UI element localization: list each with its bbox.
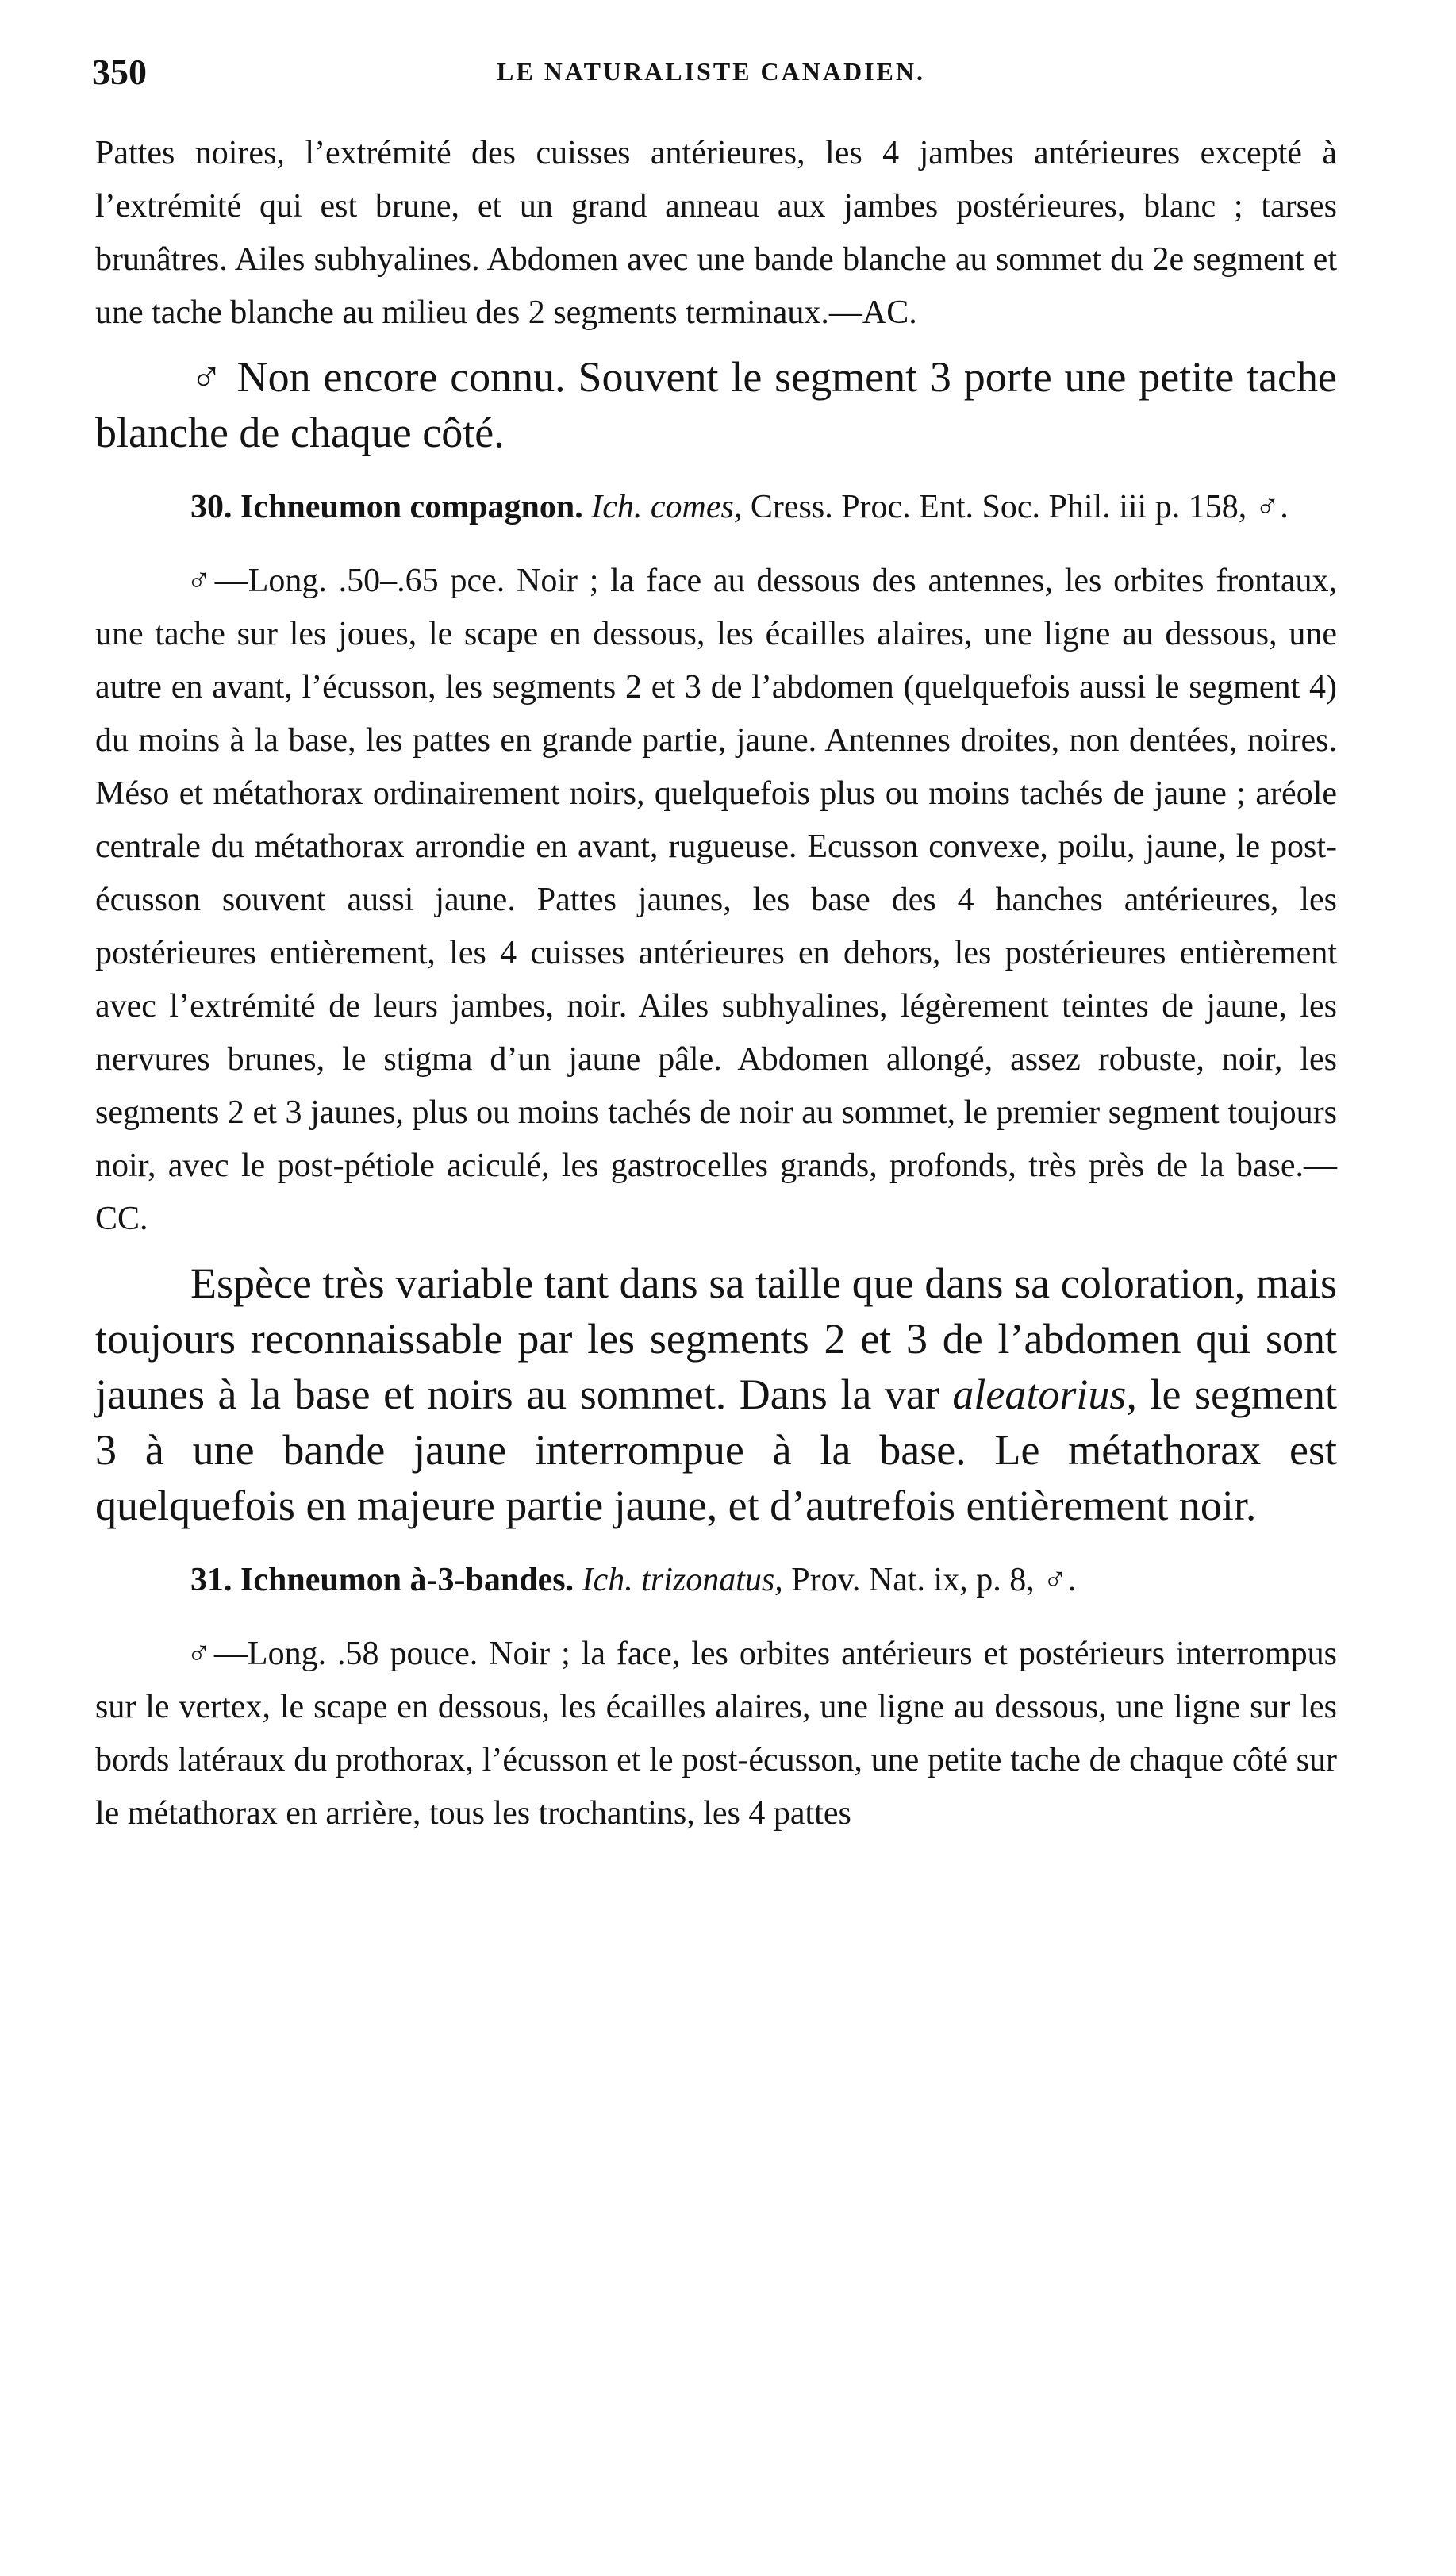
variability-text-end: le segment 3 à une bande jaune interrompue à la base. Le métathorax est quelquefois en majeure partie jaune, et d’autrefois entièrement noir.	[95, 1371, 1337, 1529]
species-scientific-name: Ich. comes,	[591, 489, 743, 525]
paragraph-legs-description: Pattes noires, l’extrémité des cuisses antérieures, les 4 jambes antérieures excepté à l’extrémité qui est brune, et un grand anneau aux jambes postérieures, blanc ; tarses brunâtres. Ailes subhyalines. Abdomen avec une bande blanche au sommet du 2e segment et une tache blanche au milieu des 2 segments terminaux.—AC.	[95, 135, 1337, 331]
running-head: LE NATURALISTE CANADIEN.	[497, 57, 925, 86]
variability-text-start: Espèce très variable tant dans sa taille que dans sa coloration, mais toujours reconnaissable par les segments 2 et 3 de l’abdomen qui sont jaunes à la base et noirs au sommet. Dans la var	[95, 1259, 1337, 1418]
paragraph-male-note: ♂ Non encore connu. Souvent le segment 3 porte une petite tache blanche de chaque côté.	[95, 353, 1337, 456]
species-scientific-name: Ich. trizonatus,	[582, 1562, 783, 1598]
page-number: 350	[92, 52, 147, 92]
species-heading-31	[95, 1554, 1337, 1607]
paragraph-trizonatus-description: ♂—Long. .58 pouce. Noir ; la face, les orbites antérieurs et postérieurs interrompus sur le vertex, le scape en dessous, les écailles alaires, une ligne au dessous, une ligne sur les bords latéraux du prothorax, l’écusson et le post-écusson, une petite tache de chaque côté sur le métathorax en arrière, tous les trochantins, les 4 pattes	[95, 1636, 1337, 1832]
species-heading-30	[95, 481, 1337, 534]
page-header	[92, 51, 1330, 98]
page-body	[95, 127, 1337, 1840]
species-reference: Prov. Nat. ix, p. 8, ♂.	[791, 1562, 1077, 1598]
species-number: 31.	[190, 1562, 232, 1598]
paragraph-comes-description: ♂—Long. .50–.65 pce. Noir ; la face au dessous des antennes, les orbites frontaux, une tache sur les joues, le scape en dessous, les écailles alaires, une ligne au dessous, une autre en avant, l’écusson, les segments 2 et 3 de l’abdomen (quelquefois aussi le segment 4) du moins à la base, les pattes en grande partie, jaune. Antennes droites, non dentées, noires. Méso et métathorax ordinairement noirs, quelquefois plus ou moins tachés de jaune ; aréole centrale du métathorax arrondie en avant, rugueuse. Ecusson convexe, poilu, jaune, le post-écusson souvent aussi jaune. Pattes jaunes, les base des 4 hanches antérieures, les postérieures entièrement, les 4 cuisses antérieures en dehors, les postérieures entièrement avec l’extrémité de leurs jambes, noir. Ailes subhyalines, légèrement teintes de jaune, les nervures brunes, le stigma d’un jaune pâle. Abdomen allongé, assez robuste, noir, les segments 2 et 3 jaunes, plus ou moins tachés de noir au sommet, le premier segment toujours noir, avec le post-pétiole aciculé, les gastrocelles grands, profonds, très près de la base.—CC.	[95, 563, 1337, 1237]
species-reference: Cress. Proc. Ent. Soc. Phil. iii p. 158, ♂.	[750, 489, 1289, 525]
variety-name: aleatorius,	[952, 1371, 1137, 1418]
paragraph-comes-variability	[95, 1255, 1337, 1533]
species-common-name: Ichneumon à-3-bandes.	[240, 1562, 574, 1598]
species-number: 30.	[190, 489, 232, 525]
species-common-name: Ichneumon compagnon.	[240, 489, 583, 525]
